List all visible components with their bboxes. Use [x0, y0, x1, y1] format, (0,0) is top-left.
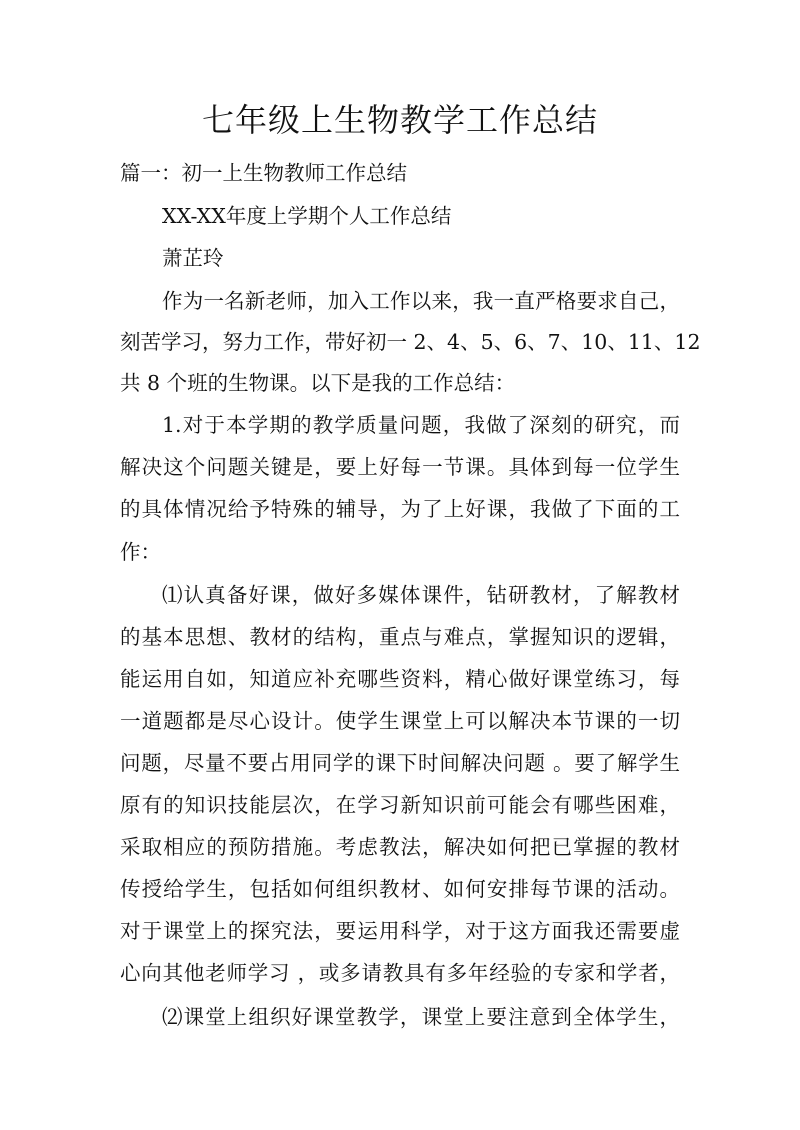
document-subtitle: XX-XX年度上学期个人工作总结 — [162, 204, 452, 228]
paragraph-line: 一道题都是尽心设计。使学生课堂上可以解决本节课的一切 — [120, 709, 680, 733]
paragraph-line: 的基本思想、教材的结构，重点与难点，掌握知识的逻辑， — [120, 625, 680, 649]
paragraph-line: 采取相应的预防措施。考虑教法，解决如何把已掌握的教材 — [120, 835, 680, 859]
paragraph-line: 传授给学生，包括如何组织教材、如何安排每节课的活动。 — [120, 877, 680, 901]
paragraph-line: 共 8 个班的生物课。以下是我的工作总结： — [120, 371, 516, 395]
paragraph-line: 对于课堂上的探究法，要运用科学，对于这方面我还需要虚 — [120, 919, 680, 943]
paragraph-line: 心向其他老师学习 ，或多请教具有多年经验的专家和学者， — [120, 961, 680, 985]
paragraph-line: 作为一名新老师，加入工作以来，我一直严格要求自己， — [162, 289, 680, 313]
paragraph-line: 问题，尽量不要占用同学的课下时间解决问题 。要了解学生 — [120, 751, 680, 775]
document-title: 七年级上生物教学工作总结 — [201, 101, 598, 139]
paragraph-line: 能运用自如，知道应补充哪些资料，精心做好课堂练习，每 — [120, 667, 680, 691]
section-heading: 篇一：初一上生物教师工作总结 — [120, 161, 407, 185]
paragraph-line: ⑴认真备好课，做好多媒体课件，钻研教材，了解教材 — [162, 583, 680, 607]
paragraph-line: 原有的知识技能层次，在学习新知识前可能会有哪些困难， — [120, 793, 680, 817]
paragraph-line: 解决这个问题关键是，要上好每一节课。具体到每一位学生 — [120, 455, 680, 479]
author-name: 萧芷玲 — [162, 246, 224, 270]
paragraph-line: ⑵课堂上组织好课堂教学，课堂上要注意到全体学生， — [162, 1005, 680, 1029]
paragraph-line: 1.对于本学期的教学质量问题，我做了深刻的研究，而 — [162, 413, 680, 437]
paragraph-line: 的具体情况给予特殊的辅导，为了上好课，我做了下面的工 — [120, 497, 680, 521]
paragraph-line: 作： — [120, 540, 161, 564]
paragraph-line: 刻苦学习，努力工作，带好初一 2、4、5、6、7、10、11、12 — [120, 330, 701, 354]
